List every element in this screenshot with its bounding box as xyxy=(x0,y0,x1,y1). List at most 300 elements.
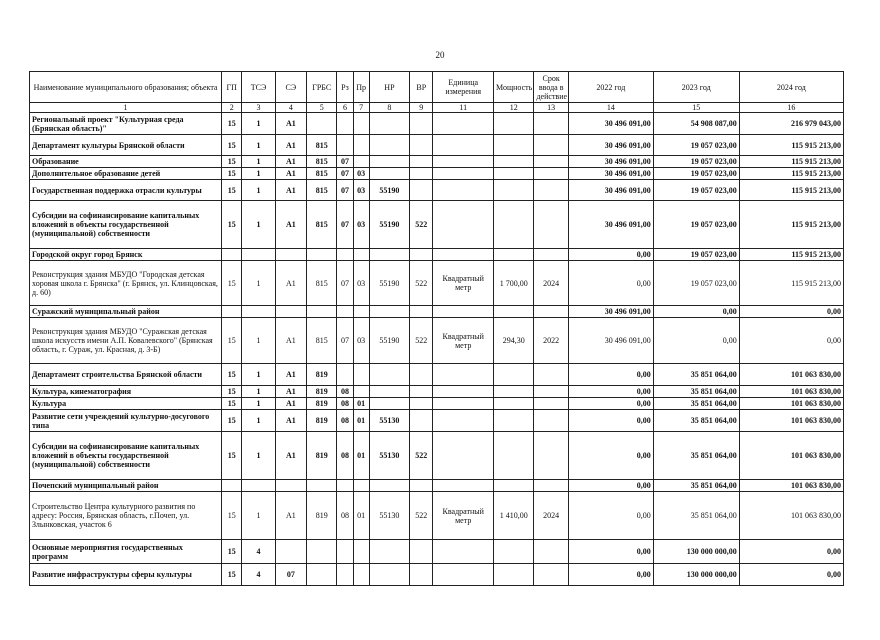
amount-2023: 19 057 023,00 xyxy=(653,180,739,201)
se-code: А1 xyxy=(275,318,306,364)
grbs-code xyxy=(307,480,337,492)
header-cell: ВР xyxy=(410,72,433,103)
nr-code xyxy=(369,135,409,156)
grbs-code: 815 xyxy=(307,318,337,364)
table-row xyxy=(30,135,844,156)
commission-year xyxy=(534,398,568,410)
nr-code xyxy=(369,306,409,318)
nr-code: 55190 xyxy=(369,180,409,201)
pr-code xyxy=(353,306,369,318)
pr-code xyxy=(353,386,369,398)
gp-code xyxy=(222,249,242,261)
capacity xyxy=(494,201,534,249)
rz-code xyxy=(337,540,353,564)
commission-year xyxy=(534,386,568,398)
se-code: А1 xyxy=(275,201,306,249)
tse-code: 1 xyxy=(242,180,275,201)
pr-code: 01 xyxy=(353,492,369,540)
amount-2023: 130 000 000,00 xyxy=(653,540,739,564)
capacity xyxy=(494,386,534,398)
se-code: А1 xyxy=(275,432,306,480)
object-name: Департамент строительства Брянской области xyxy=(30,364,222,386)
amount-2022: 0,00 xyxy=(568,564,653,586)
tse-code: 1 xyxy=(242,261,275,306)
amount-2024: 115 915 213,00 xyxy=(739,249,843,261)
pr-code xyxy=(353,364,369,386)
table-row xyxy=(30,261,844,306)
object-name: Субсидии на софинансирование капитальных вложений в объекты государственной (муниципальной) собственности xyxy=(30,432,222,480)
column-number: 2 xyxy=(222,103,242,113)
table-body xyxy=(30,113,844,586)
amount-2022: 30 496 091,00 xyxy=(568,168,653,180)
capacity xyxy=(494,113,534,135)
gp-code xyxy=(222,306,242,318)
table-row xyxy=(30,398,844,410)
table-row xyxy=(30,180,844,201)
grbs-code xyxy=(307,306,337,318)
vr-code: 522 xyxy=(410,201,433,249)
grbs-code xyxy=(307,564,337,586)
gp-code: 15 xyxy=(222,156,242,168)
gp-code: 15 xyxy=(222,386,242,398)
commission-year: 2024 xyxy=(534,492,568,540)
se-code: А1 xyxy=(275,364,306,386)
column-number: 3 xyxy=(242,103,275,113)
capacity xyxy=(494,432,534,480)
amount-2023: 19 057 023,00 xyxy=(653,156,739,168)
commission-year xyxy=(534,432,568,480)
rz-code: 08 xyxy=(337,386,353,398)
object-name: Реконструкция здания МБУДО "Суражская детская школа искусств имени А.П. Ковалевского" (Брянская область, г. Сураж, ул. Красная, д. 3-Б) xyxy=(30,318,222,364)
pr-code: 01 xyxy=(353,410,369,432)
column-number: 1 xyxy=(30,103,222,113)
rz-code xyxy=(337,113,353,135)
grbs-code: 815 xyxy=(307,261,337,306)
pr-code xyxy=(353,135,369,156)
se-code: А1 xyxy=(275,261,306,306)
table-row xyxy=(30,410,844,432)
column-number: 11 xyxy=(433,103,494,113)
gp-code: 15 xyxy=(222,398,242,410)
capacity xyxy=(494,480,534,492)
amount-2022: 30 496 091,00 xyxy=(568,135,653,156)
header-cell: Пр xyxy=(353,72,369,103)
tse-code: 1 xyxy=(242,113,275,135)
nr-code xyxy=(369,156,409,168)
capacity xyxy=(494,168,534,180)
capacity xyxy=(494,540,534,564)
amount-2022: 0,00 xyxy=(568,386,653,398)
nr-code xyxy=(369,398,409,410)
se-code: А1 xyxy=(275,180,306,201)
grbs-code: 819 xyxy=(307,364,337,386)
amount-2022: 0,00 xyxy=(568,480,653,492)
object-name: Департамент культуры Брянской области xyxy=(30,135,222,156)
gp-code: 15 xyxy=(222,113,242,135)
amount-2023: 35 851 064,00 xyxy=(653,386,739,398)
vr-code xyxy=(410,156,433,168)
vr-code: 522 xyxy=(410,432,433,480)
amount-2022: 30 496 091,00 xyxy=(568,306,653,318)
se-code xyxy=(275,480,306,492)
amount-2024: 0,00 xyxy=(739,318,843,364)
nr-code: 55190 xyxy=(369,318,409,364)
tse-code xyxy=(242,306,275,318)
commission-year xyxy=(534,540,568,564)
table-row xyxy=(30,432,844,480)
column-number-row xyxy=(30,103,844,113)
tse-code: 1 xyxy=(242,364,275,386)
vr-code xyxy=(410,364,433,386)
commission-year xyxy=(534,180,568,201)
header-cell: ГП xyxy=(222,72,242,103)
gp-code: 15 xyxy=(222,492,242,540)
se-code: А1 xyxy=(275,410,306,432)
object-name: Почепский муниципальный район xyxy=(30,480,222,492)
vr-code: 522 xyxy=(410,492,433,540)
nr-code xyxy=(369,540,409,564)
se-code: А1 xyxy=(275,398,306,410)
pr-code: 03 xyxy=(353,168,369,180)
amount-2023: 35 851 064,00 xyxy=(653,432,739,480)
pr-code xyxy=(353,113,369,135)
capacity: 1 700,00 xyxy=(494,261,534,306)
table-row xyxy=(30,306,844,318)
nr-code: 55130 xyxy=(369,410,409,432)
commission-year xyxy=(534,364,568,386)
grbs-code: 819 xyxy=(307,432,337,480)
unit-of-measure xyxy=(433,364,494,386)
tse-code: 4 xyxy=(242,564,275,586)
column-number: 5 xyxy=(307,103,337,113)
unit-of-measure xyxy=(433,201,494,249)
table-row xyxy=(30,386,844,398)
unit-of-measure xyxy=(433,540,494,564)
se-code: А1 xyxy=(275,386,306,398)
vr-code xyxy=(410,386,433,398)
unit-of-measure xyxy=(433,480,494,492)
nr-code xyxy=(369,364,409,386)
vr-code xyxy=(410,398,433,410)
object-name: Реконструкция здания МБУДО "Городская детская хоровая школа г. Брянска" (г. Брянск, ул. Клинцовская, д. 60) xyxy=(30,261,222,306)
unit-of-measure xyxy=(433,410,494,432)
se-code xyxy=(275,540,306,564)
vr-code xyxy=(410,564,433,586)
rz-code: 07 xyxy=(337,318,353,364)
amount-2024: 115 915 213,00 xyxy=(739,261,843,306)
unit-of-measure xyxy=(433,306,494,318)
gp-code: 15 xyxy=(222,261,242,306)
tse-code xyxy=(242,249,275,261)
gp-code: 15 xyxy=(222,180,242,201)
unit-of-measure xyxy=(433,180,494,201)
rz-code xyxy=(337,249,353,261)
unit-of-measure xyxy=(433,386,494,398)
rz-code: 07 xyxy=(337,261,353,306)
amount-2023: 19 057 023,00 xyxy=(653,261,739,306)
nr-code: 55190 xyxy=(369,261,409,306)
nr-code: 55130 xyxy=(369,492,409,540)
capacity xyxy=(494,156,534,168)
amount-2023: 35 851 064,00 xyxy=(653,398,739,410)
grbs-code: 819 xyxy=(307,410,337,432)
amount-2023: 0,00 xyxy=(653,306,739,318)
unit-of-measure xyxy=(433,564,494,586)
capacity: 1 410,00 xyxy=(494,492,534,540)
tse-code xyxy=(242,480,275,492)
object-name: Городской округ город Брянск xyxy=(30,249,222,261)
amount-2024: 115 915 213,00 xyxy=(739,135,843,156)
se-code xyxy=(275,249,306,261)
amount-2022: 0,00 xyxy=(568,410,653,432)
commission-year xyxy=(534,135,568,156)
vr-code xyxy=(410,410,433,432)
object-name: Развитие сети учреждений культурно-досугового типа xyxy=(30,410,222,432)
pr-code xyxy=(353,564,369,586)
rz-code: 08 xyxy=(337,432,353,480)
object-name: Культура xyxy=(30,398,222,410)
object-name: Основные мероприятия государственных программ xyxy=(30,540,222,564)
tse-code: 1 xyxy=(242,398,275,410)
nr-code: 55190 xyxy=(369,201,409,249)
grbs-code: 819 xyxy=(307,492,337,540)
tse-code: 1 xyxy=(242,156,275,168)
column-number: 9 xyxy=(410,103,433,113)
header-cell: ТСЭ xyxy=(242,72,275,103)
grbs-code xyxy=(307,113,337,135)
unit-of-measure: Квадратный метр xyxy=(433,318,494,364)
commission-year xyxy=(534,480,568,492)
pr-code: 01 xyxy=(353,398,369,410)
amount-2024: 101 063 830,00 xyxy=(739,386,843,398)
commission-year xyxy=(534,201,568,249)
amount-2023: 0,00 xyxy=(653,318,739,364)
gp-code: 15 xyxy=(222,432,242,480)
capacity: 294,30 xyxy=(494,318,534,364)
rz-code: 07 xyxy=(337,201,353,249)
header-cell: Срок ввода в действие xyxy=(534,72,568,103)
se-code: А1 xyxy=(275,113,306,135)
column-number: 8 xyxy=(369,103,409,113)
table-row xyxy=(30,249,844,261)
nr-code xyxy=(369,480,409,492)
page-number: 20 xyxy=(435,50,445,60)
vr-code: 522 xyxy=(410,318,433,364)
nr-code xyxy=(369,386,409,398)
unit-of-measure xyxy=(433,156,494,168)
pr-code: 03 xyxy=(353,201,369,249)
amount-2022: 0,00 xyxy=(568,398,653,410)
vr-code xyxy=(410,135,433,156)
tse-code: 1 xyxy=(242,432,275,480)
capacity xyxy=(494,249,534,261)
pr-code: 03 xyxy=(353,180,369,201)
rz-code: 08 xyxy=(337,410,353,432)
commission-year xyxy=(534,564,568,586)
unit-of-measure xyxy=(433,398,494,410)
grbs-code: 815 xyxy=(307,156,337,168)
object-name: Развитие инфраструктуры сферы культуры xyxy=(30,564,222,586)
header-cell: 2022 год xyxy=(568,72,653,103)
amount-2024: 115 915 213,00 xyxy=(739,156,843,168)
object-name: Субсидии на софинансирование капитальных вложений в объекты государственной (муниципальной) собственности xyxy=(30,201,222,249)
amount-2022: 30 496 091,00 xyxy=(568,180,653,201)
header-cell: Рз xyxy=(337,72,353,103)
unit-of-measure xyxy=(433,249,494,261)
vr-code xyxy=(410,249,433,261)
rz-code xyxy=(337,564,353,586)
tse-code: 1 xyxy=(242,168,275,180)
amount-2024: 101 063 830,00 xyxy=(739,492,843,540)
vr-code xyxy=(410,480,433,492)
amount-2024: 115 915 213,00 xyxy=(739,180,843,201)
se-code: А1 xyxy=(275,168,306,180)
tse-code: 1 xyxy=(242,135,275,156)
grbs-code: 815 xyxy=(307,135,337,156)
unit-of-measure: Квадратный метр xyxy=(433,492,494,540)
amount-2022: 30 496 091,00 xyxy=(568,156,653,168)
amount-2023: 130 000 000,00 xyxy=(653,564,739,586)
column-number: 6 xyxy=(337,103,353,113)
amount-2023: 35 851 064,00 xyxy=(653,364,739,386)
se-code: А1 xyxy=(275,135,306,156)
unit-of-measure xyxy=(433,113,494,135)
vr-code xyxy=(410,306,433,318)
column-number: 12 xyxy=(494,103,534,113)
object-name: Государственная поддержка отрасли культуры xyxy=(30,180,222,201)
nr-code xyxy=(369,564,409,586)
rz-code: 07 xyxy=(337,180,353,201)
table-row xyxy=(30,113,844,135)
vr-code xyxy=(410,168,433,180)
capacity xyxy=(494,364,534,386)
amount-2023: 35 851 064,00 xyxy=(653,480,739,492)
amount-2024: 0,00 xyxy=(739,306,843,318)
header-cell: НР xyxy=(369,72,409,103)
amount-2022: 0,00 xyxy=(568,432,653,480)
pr-code xyxy=(353,249,369,261)
budget-table xyxy=(29,71,844,586)
se-code xyxy=(275,306,306,318)
tse-code: 1 xyxy=(242,386,275,398)
gp-code: 15 xyxy=(222,318,242,364)
object-name: Дополнительное образование детей xyxy=(30,168,222,180)
table-row xyxy=(30,492,844,540)
grbs-code: 819 xyxy=(307,398,337,410)
column-number: 16 xyxy=(739,103,843,113)
object-name: Строительство Центра культурного развития по адресу: Россия, Брянская область, г.Почеп, ул. Злынковская, участок 6 xyxy=(30,492,222,540)
capacity xyxy=(494,135,534,156)
amount-2022: 30 496 091,00 xyxy=(568,318,653,364)
commission-year xyxy=(534,249,568,261)
amount-2024: 115 915 213,00 xyxy=(739,201,843,249)
vr-code xyxy=(410,180,433,201)
header-cell: ГРБС xyxy=(307,72,337,103)
nr-code xyxy=(369,113,409,135)
nr-code: 55130 xyxy=(369,432,409,480)
nr-code xyxy=(369,249,409,261)
amount-2022: 30 496 091,00 xyxy=(568,201,653,249)
object-name: Суражский муниципальный район xyxy=(30,306,222,318)
amount-2022: 0,00 xyxy=(568,249,653,261)
tse-code: 1 xyxy=(242,318,275,364)
table-row xyxy=(30,364,844,386)
pr-code xyxy=(353,540,369,564)
amount-2022: 0,00 xyxy=(568,492,653,540)
column-number: 7 xyxy=(353,103,369,113)
amount-2024: 0,00 xyxy=(739,540,843,564)
commission-year xyxy=(534,113,568,135)
vr-code xyxy=(410,540,433,564)
amount-2024: 101 063 830,00 xyxy=(739,398,843,410)
amount-2024: 101 063 830,00 xyxy=(739,410,843,432)
amount-2023: 54 908 087,00 xyxy=(653,113,739,135)
tse-code: 1 xyxy=(242,201,275,249)
column-number: 4 xyxy=(275,103,306,113)
header-cell: Мощность xyxy=(494,72,534,103)
gp-code: 15 xyxy=(222,168,242,180)
gp-code: 15 xyxy=(222,410,242,432)
rz-code: 08 xyxy=(337,398,353,410)
table-row xyxy=(30,564,844,586)
rz-code: 07 xyxy=(337,168,353,180)
capacity xyxy=(494,564,534,586)
amount-2022: 0,00 xyxy=(568,261,653,306)
pr-code: 03 xyxy=(353,261,369,306)
object-name: Образование xyxy=(30,156,222,168)
amount-2023: 19 057 023,00 xyxy=(653,249,739,261)
rz-code xyxy=(337,135,353,156)
column-number: 14 xyxy=(568,103,653,113)
pr-code xyxy=(353,156,369,168)
amount-2024: 101 063 830,00 xyxy=(739,364,843,386)
unit-of-measure xyxy=(433,135,494,156)
amount-2024: 216 979 043,00 xyxy=(739,113,843,135)
grbs-code: 815 xyxy=(307,180,337,201)
capacity xyxy=(494,306,534,318)
amount-2024: 101 063 830,00 xyxy=(739,480,843,492)
rz-code: 07 xyxy=(337,156,353,168)
table-row xyxy=(30,201,844,249)
vr-code: 522 xyxy=(410,261,433,306)
tse-code: 4 xyxy=(242,540,275,564)
nr-code xyxy=(369,168,409,180)
commission-year xyxy=(534,410,568,432)
amount-2023: 19 057 023,00 xyxy=(653,168,739,180)
amount-2022: 0,00 xyxy=(568,364,653,386)
capacity xyxy=(494,410,534,432)
column-number: 13 xyxy=(534,103,568,113)
tse-code: 1 xyxy=(242,410,275,432)
gp-code: 15 xyxy=(222,201,242,249)
se-code: А1 xyxy=(275,156,306,168)
gp-code xyxy=(222,480,242,492)
grbs-code: 815 xyxy=(307,168,337,180)
amount-2023: 35 851 064,00 xyxy=(653,410,739,432)
table-row xyxy=(30,318,844,364)
tse-code: 1 xyxy=(242,492,275,540)
header-cell: 2023 год xyxy=(653,72,739,103)
header-cell: 2024 год xyxy=(739,72,843,103)
header-cell: СЭ xyxy=(275,72,306,103)
capacity xyxy=(494,398,534,410)
header-cell: Единица измерения xyxy=(433,72,494,103)
gp-code: 15 xyxy=(222,364,242,386)
commission-year: 2024 xyxy=(534,261,568,306)
rz-code: 08 xyxy=(337,492,353,540)
table-row xyxy=(30,480,844,492)
amount-2022: 30 496 091,00 xyxy=(568,113,653,135)
